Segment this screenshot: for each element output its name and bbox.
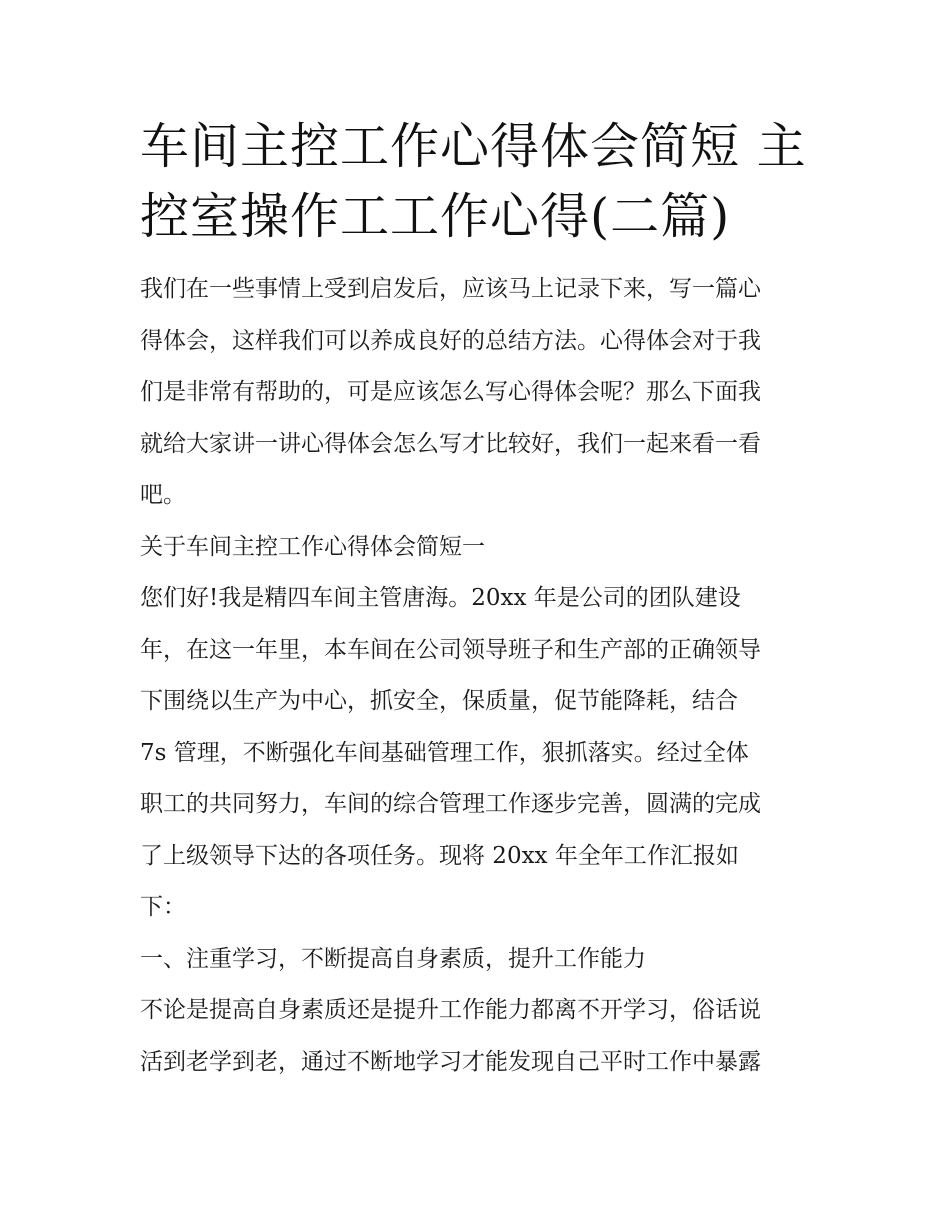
title-line: 车间主控工作心得体会简短 主 <box>140 118 807 175</box>
text-line: 7s 管理，不断强化车间基础管理工作，狠抓落实。经过全体 <box>140 739 749 766</box>
text-line: 活到老学到老，通过不断地学习才能发现自己平时工作中暴露 <box>140 1048 761 1075</box>
section-heading: 一、注重学习，不断提高自身素质，提升工作能力 <box>140 945 646 972</box>
text-line: 不论是提高自身素质还是提升工作能力都离不开学习，俗话说 <box>140 997 761 1023</box>
text-line: 就给大家讲一讲心得体会怎么写才比较好，我们一起来看一看 <box>140 430 761 457</box>
text-line: 年，在这一年里，本车间在公司领导班子和生产部的正确领导 <box>140 636 761 663</box>
text-line: 得体会，这样我们可以养成良好的总结方法。心得体会对于我 <box>140 327 761 354</box>
text-line: 职工的共同努力，车间的综合管理工作逐步完善，圆满的完成 <box>140 791 761 817</box>
text-line: 下： <box>140 894 186 920</box>
document-page <box>140 112 816 1088</box>
document-title <box>140 112 816 252</box>
text-line: 们是非常有帮助的，可是应该怎么写心得体会呢？那么下面我 <box>140 379 761 405</box>
text-line: 下围绕以生产为中心，抓安全，保质量，促节能降耗，结合 <box>140 688 738 714</box>
text-line: 了上级领导下达的各项任务。现将 20xx 年全年工作汇报如 <box>140 842 739 869</box>
text-line: 您们好!我是精四车间主管唐海。20xx 年是公司的团队建设 <box>140 585 741 611</box>
section-heading: 关于车间主控工作心得体会简短一 <box>140 533 485 560</box>
title-line: 控室操作工工作心得(二篇) <box>140 188 731 245</box>
text-line: 我们在一些事情上受到启发后，应该马上记录下来，写一篇心 <box>140 276 761 302</box>
text-line: 吧。 <box>140 482 186 508</box>
document-body <box>140 264 816 1088</box>
